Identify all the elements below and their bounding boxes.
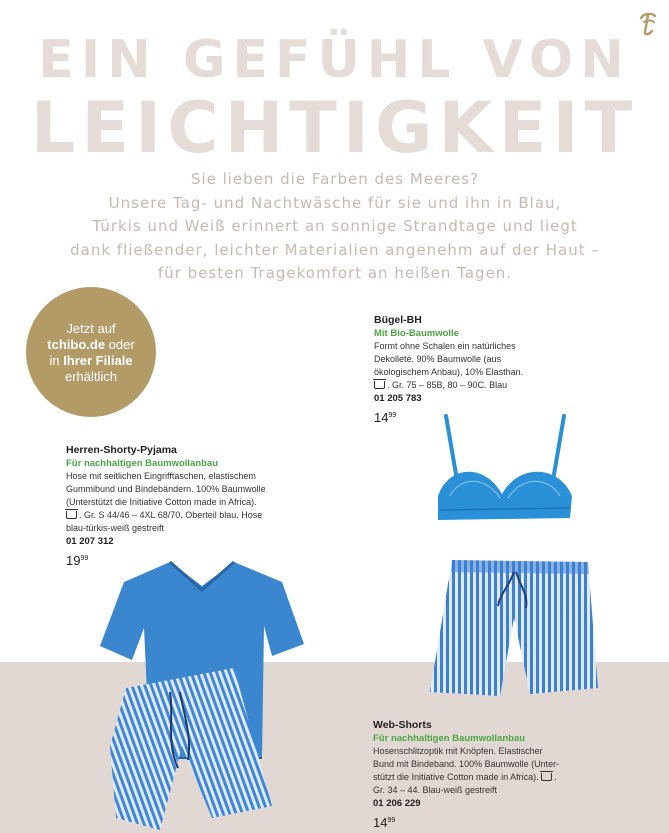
product-description: Formt ohne Schalen ein natürliches Dekolleté. 90% Baumwolle (aus ökologischem Anbau), 10% Elasthan. . Gr. 75 – 85B, 80 – 90C. Blau [374, 341, 524, 390]
badge-line-2: tchibo.de oder [47, 337, 135, 352]
intro-line: für besten Tragekomfort an heißen Tagen. [157, 264, 513, 282]
intro-line: Unsere Tag- und Nachtwäsche für sie und ihn in Blau, [108, 193, 562, 212]
product-price: $14^{99}$ [373, 815, 396, 830]
product-price: $14^{99}$ [374, 410, 397, 425]
pyjama-image [96, 556, 306, 833]
product-name: Web-Shorts [373, 719, 432, 731]
product-subtitle: Für nachhaltigen Baumwollanbau [66, 458, 219, 469]
product-name: Bügel-BH [374, 314, 422, 326]
availability-badge[interactable] [26, 287, 156, 417]
product-price: $19^{99}$ [66, 553, 89, 568]
badge-website[interactable]: tchibo.de [47, 337, 106, 352]
intro-line: Türkis und Weiß erinnert an sonnige Strandtage und liegt [92, 217, 578, 235]
badge-line-1: Jetzt auf [66, 321, 116, 336]
product-subtitle: Für nachhaltigen Baumwollanbau [373, 733, 526, 744]
washing-care-icon [541, 773, 552, 781]
article-number: 01 205 783 [374, 393, 422, 404]
intro-line: dank fließender, leichter Materialien angenehm auf der Haut – [70, 240, 600, 259]
product-shorts-info [373, 719, 613, 831]
product-name: Herren-Shorty-Pyjama [66, 444, 177, 456]
washing-care-icon [374, 381, 385, 389]
product-description: Hose mit seitlichen Eingrifftaschen, elastischem Gummibund und Bindebändern. 100% Baumwolle (Unterstützt die Initiative Cotton made in Africa). . Gr. S 44/46 – 4XL 68/70. Oberteil blau. Hose blau-türkis-weiß gestreift [66, 471, 266, 533]
article-number: 01 207 312 [66, 536, 114, 547]
washing-care-icon [66, 511, 77, 519]
bra-image [430, 410, 578, 532]
intro-line: Sie lieben die Farben des Meeres? [190, 170, 480, 188]
badge-line-4: erhältlich [64, 369, 118, 384]
headline-line-1: EIN GEFÜHL VON [38, 30, 631, 90]
intro-text [60, 168, 610, 286]
product-pyjama-info [66, 444, 316, 569]
striped-shorts-image [428, 558, 600, 700]
badge-line-3: in Ihrer Filiale [49, 353, 133, 368]
product-description: Hosenschlitzoptik mit Knöpfen. Elastischer Bund mit Bindeband. 100% Baumwolle (Unter- stützt die Initiative Cotton made in Africa). . Gr. 34 – 44. Blau-weiß gestreift [373, 746, 560, 795]
article-number: 01 206 229 [373, 798, 421, 809]
badge-store: Ihrer Filiale [63, 353, 133, 368]
headline-line-2: LEICHTIGKEIT [30, 87, 639, 169]
product-subtitle: Mit Bio-Baumwolle [374, 328, 459, 339]
